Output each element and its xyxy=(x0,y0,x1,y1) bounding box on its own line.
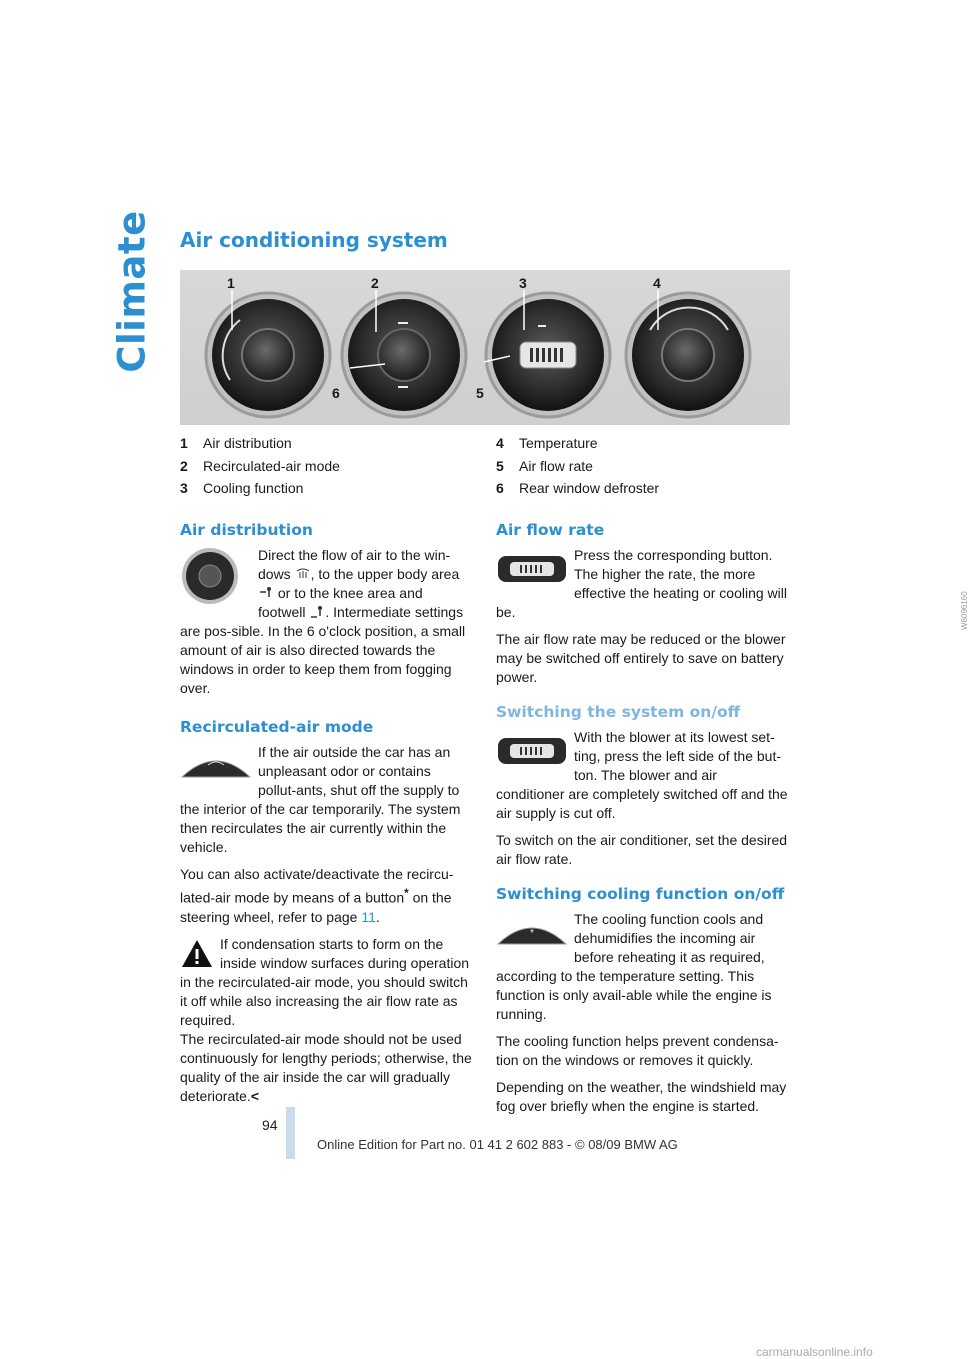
photo-code: W6096160 xyxy=(960,591,969,630)
windshield-icon xyxy=(295,567,311,581)
air-distribution-dial-icon xyxy=(180,546,252,606)
footer-bar xyxy=(286,1107,295,1159)
watermark: carmanualsonline.info xyxy=(756,1345,873,1359)
switching-text-2: To switch on the air conditioner, set the desired air flow rate. xyxy=(496,832,788,867)
callout-label: 2 xyxy=(371,275,379,291)
recirc-text-2: You can also activate/deactivate the recircu-lated-air mode by means of a button* on the steering wheel, refer to page 11. xyxy=(180,866,454,925)
page-link[interactable]: 11 xyxy=(361,908,376,925)
switching-text-1: With the blower at its lowest set-ting, press the left side of the but-ton. The blower and air conditioner are completely switched off and the air supply is cut off. xyxy=(496,729,788,821)
upper-body-vent-icon xyxy=(258,586,274,600)
legend-item: 4 Temperature xyxy=(496,435,598,451)
warning-icon xyxy=(180,937,214,971)
cooling-text-2: The cooling function helps prevent condensa-tion on the windows or removes it quickly. xyxy=(496,1033,779,1068)
footer-edition: Online Edition for Part no. 01 41 2 602 883 - © 08/09 BMW AG xyxy=(317,1137,678,1152)
chapter-tab: Climate xyxy=(110,209,154,373)
page-title: Air conditioning system xyxy=(180,228,448,252)
legend-left xyxy=(180,432,340,500)
callout-label: 3 xyxy=(519,275,527,291)
blower-button-icon xyxy=(496,550,568,588)
legend-item: 6 Rear window defroster xyxy=(496,480,660,496)
svg-text:*: * xyxy=(530,928,534,939)
callout-label: 5 xyxy=(476,385,484,401)
blower-button-icon xyxy=(496,732,568,770)
section-heading: Air distribution xyxy=(180,521,313,539)
air-flow-text-2: The air flow rate may be reduced or the blower may be switched off entirely to save on battery power. xyxy=(496,631,786,685)
callout-label: 4 xyxy=(653,275,661,291)
section-heading: Switching cooling function on/off xyxy=(496,885,785,903)
legend-item: 5 Air flow rate xyxy=(496,457,593,474)
warning-text-1: If condensation starts to form on the inside window surfaces during operation in the recirculated-air mode, you should switch it off while also increasing the air flow rate as required. xyxy=(180,935,470,1028)
section-heading: Air flow rate xyxy=(496,521,605,539)
legend-item: 2 Recirculated-air mode xyxy=(180,457,340,474)
page-number: 94 xyxy=(262,1117,278,1133)
callout-label: 1 xyxy=(227,275,235,291)
legend-item: 3 Cooling function xyxy=(180,480,304,496)
cooling-text-3: Depending on the weather, the windshield may fog over briefly when the engine is started. xyxy=(496,1079,787,1114)
section-heading: Recirculated-air mode xyxy=(180,718,374,736)
warning-text-2: The recirculated-air mode should not be used continuously for lengthy periods; otherwise, the quality of the air inside the car will gradually deteriorate.< xyxy=(180,1030,472,1104)
left-column xyxy=(180,521,472,1114)
right-column xyxy=(496,521,788,1124)
legend-right xyxy=(496,432,659,500)
recirc-text-1: If the air outside the car has an unpleasant odor or contains pollut-ants, shut off the supply to the interior of the car temporarily. The system then recirculates the air currently within the vehicle. xyxy=(180,744,461,855)
subsection-heading: Switching the system on/off xyxy=(496,703,741,721)
air-distribution-text: Direct the flow of air to the win-dows , to the upper body area or to the knee area and footwell . Intermediate settings are pos-sible. In the 6 o'clock position, a small amount of air is also directed towards the windows in order to keep them from fogging over. xyxy=(180,547,466,696)
legend-item: 1 Air distribution xyxy=(180,435,292,451)
cooling-text-1: The cooling function cools and dehumidifies the incoming air before reheating it as required, according to the temperature setting. This function is only avail-able while the engine is running. xyxy=(496,911,772,1022)
callout-label: 6 xyxy=(332,385,340,401)
footwell-vent-icon xyxy=(309,605,325,619)
recirculation-button-icon xyxy=(180,747,252,785)
air-flow-text-1: Press the corresponding button. The higher the rate, the more effective the heating or cooling will be. xyxy=(496,547,787,620)
cooling-button-icon xyxy=(496,914,568,952)
